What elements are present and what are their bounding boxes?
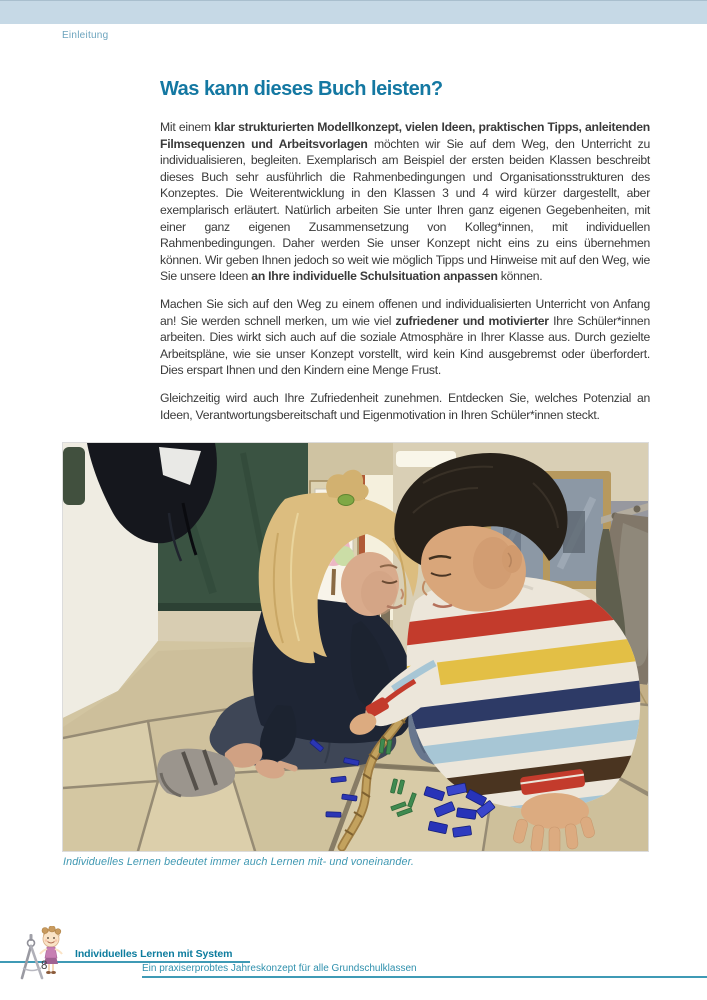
- paragraph: Mit einem klar strukturierten Modellkonzept, vielen Ideen, praktischen Tipps, anleitenden Filmsequenzen und Arbeitsvorlagen möchten wir Sie auf dem Weg, den Unterricht zu individualisieren, begleiten. Exemplarisch am Beispiel der ersten beiden Klassen beschreibt dieses Buch sehr ausführlich die Rahmenbedingungen und Organisationsstrukturen des Konzeptes. Die Weiterentwicklung in den Klassen 3 und 4 wird kürzer dargestellt, aber exemplarisch erläutert. Natürlich arbeiten Sie unter Ihren ganz eigenen Gegebenheiten, mit einer ganz eigenen Zusammensetzung von Kolleg*innen, mit individuellen Rahmenbedingungen. Daher werden Sie unser Konzept nicht eins zu eins übernehmen können. Wir geben Ihnen jedoch so weit wie möglich Tipps und Hinweise mit auf den Weg, wie Sie unsere Ideen an Ihre individuelle Schulsituation anpassen können.: [160, 120, 651, 284]
- mascot-child-with-compass-icon: [18, 926, 66, 984]
- photo-children-playing: [63, 443, 648, 851]
- footer-rule-bottom: [142, 976, 707, 978]
- photo-caption: Individuelles Lernen bedeutet immer auch Lernen mit- und voneinander.: [63, 856, 415, 868]
- page-number: 8: [41, 960, 48, 972]
- article-body: [160, 119, 650, 434]
- page-title: Was kann dieses Buch leisten?: [160, 78, 443, 100]
- footer-series-title: Individuelles Lernen mit System: [75, 948, 233, 960]
- paragraph: Gleichzeitig wird auch Ihre Zufriedenheit zunehmen. Entdecken Sie, welches Potenzial an Ideen, Verantwortungsbereitschaft und Eigenmotivation in Ihren Schüler*innen steckt.: [160, 390, 650, 422]
- top-band: [0, 0, 707, 24]
- paragraph: Machen Sie sich auf den Weg zu einem offenen und individualisierten Unterricht von Anfang an! Sie werden schnell merken, um wie viel zufriedener und motivierter Ihre Schüler*innen arbeiten. Dies wirkt sich auch auf die soziale Atmosphäre in Ihrer Klasse aus. Durch gezielte Arbeitspläne, wie sie unser Konzept vorstellt, wird kein Kind ausgebremst oder überfordert. Dies erspart Ihnen und den Kindern eine Menge Frust.: [160, 296, 650, 378]
- footer-series-subtitle: Ein praxiserprobtes Jahreskonzept für alle Grundschulklassen: [142, 963, 417, 974]
- photo-illustration: [63, 443, 648, 851]
- breadcrumb: Einleitung: [62, 30, 109, 41]
